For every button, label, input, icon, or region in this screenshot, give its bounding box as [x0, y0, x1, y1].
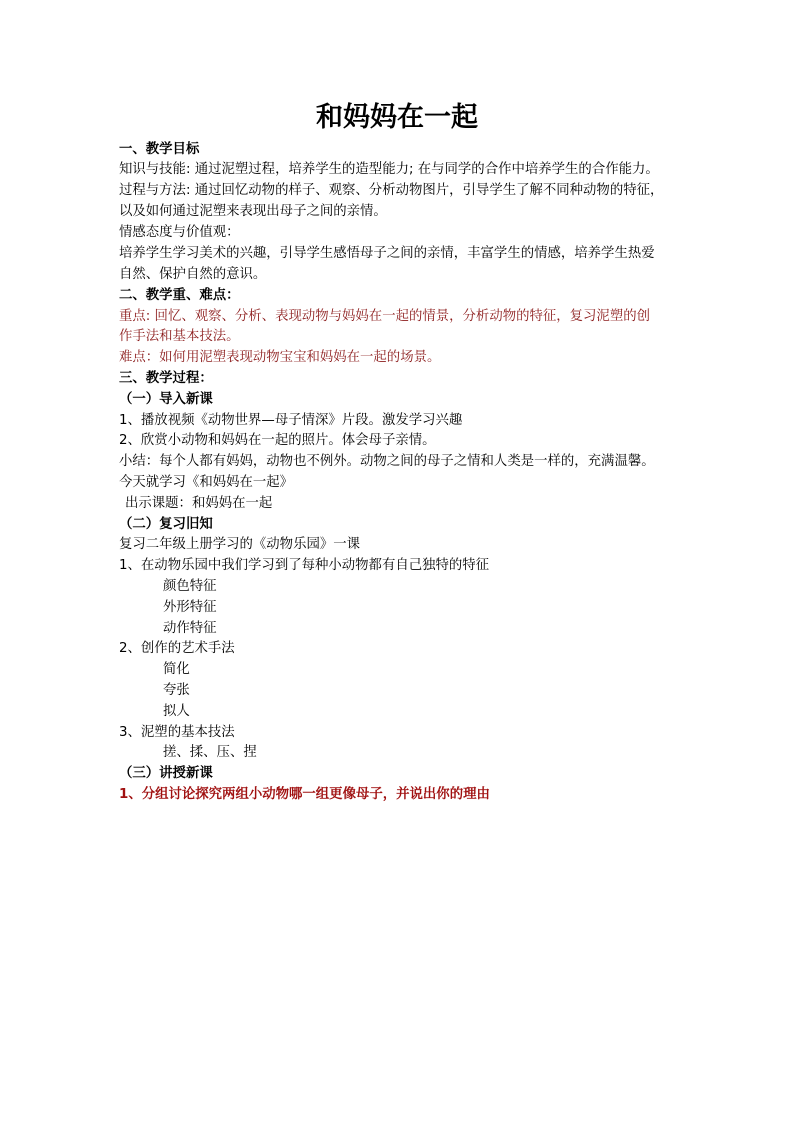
goal-process-text-cont: 以及如何通过泥塑来表现出母子之间的亲情。: [119, 204, 387, 219]
subsection-heading-intro: （一）导入新课: [119, 392, 213, 407]
subsection-heading-new-lesson: （三）讲授新课: [119, 766, 213, 781]
key-point-text: 重点: 回忆、观察、分析、表现动物与妈妈在一起的情景，分析动物的特征，复习泥塑的创: [119, 309, 650, 324]
section-heading-process: 三、教学过程：: [119, 371, 213, 386]
feature-shape: 外形特征: [163, 600, 217, 615]
intro-item-2: 2、欣赏小动物和妈妈在一起的照片。体会母子亲情。: [119, 433, 436, 448]
subsection-heading-review: （二）复习旧知: [119, 517, 213, 532]
today-text: 今天就学习《和妈妈在一起》: [119, 475, 294, 490]
show-topic-text: 出示课题：和妈妈在一起: [125, 496, 273, 511]
feature-action: 动作特征: [163, 621, 217, 636]
goal-emotion-label: 情感态度与价值观：: [119, 225, 240, 240]
new-lesson-item-1: 1、分组讨论探究两组小动物哪一组更像母子，并说出你的理由: [119, 787, 490, 802]
method-personify: 拟人: [163, 704, 190, 719]
feature-color: 颜色特征: [163, 579, 217, 594]
goal-process-text: 过程与方法: 通过回忆动物的样子、观察、分析动物图片，引导学生了解不同种动物的特征，: [119, 183, 664, 198]
review-intro-text: 复习二年级上册学习的《动物乐园》一课: [119, 537, 361, 552]
review-item-2: 2、创作的艺术手法: [119, 641, 235, 656]
section-heading-goals: 一、教学目标: [119, 142, 200, 157]
method-simplify: 简化: [163, 662, 190, 677]
difficulty-text: 难点：如何用泥塑表现动物宝宝和妈妈在一起的场景。: [119, 350, 441, 365]
goal-emotion-text-cont: 自然、保护自然的意识。: [119, 267, 267, 282]
goal-knowledge-text: 知识与技能: 通过泥塑过程，培养学生的造型能力; 在与同学的合作中培养学生的合作能力。: [119, 162, 659, 177]
document-title: 和妈妈在一起: [316, 102, 478, 133]
key-point-text-cont: 作手法和基本技法。: [119, 329, 240, 344]
review-item-3: 3、泥塑的基本技法: [119, 725, 235, 740]
intro-item-1: 1、播放视频《动物世界—母子情深》片段。激发学习兴趣: [119, 413, 463, 428]
goal-emotion-text: 培养学生学习美术的兴趣，引导学生感悟母子之间的亲情，丰富学生的情感，培养学生热爱: [119, 246, 655, 261]
section-heading-key-points: 二、教学重、难点：: [119, 288, 240, 303]
review-item-1: 1、在动物乐园中我们学习到了每种小动物都有自己独特的特征: [119, 558, 490, 573]
summary-text: 小结：每个人都有妈妈，动物也不例外。动物之间的母子之情和人类是一样的，充满温馨。: [119, 454, 655, 469]
techniques-text: 搓、揉、压、捏: [163, 745, 257, 760]
method-exaggerate: 夸张: [163, 683, 190, 698]
